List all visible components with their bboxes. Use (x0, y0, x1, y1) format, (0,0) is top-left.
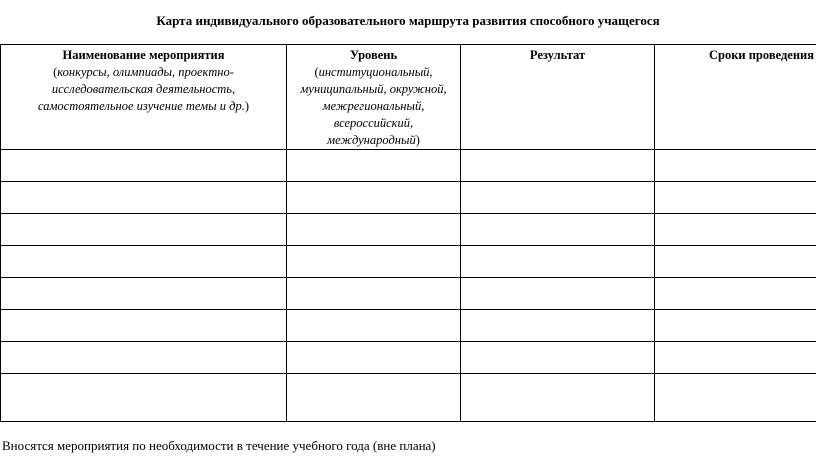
table-cell[interactable] (1, 342, 287, 374)
document-title: Карта индивидуального образовательного маршрута развития способного учащегося (156, 13, 660, 28)
paren-open: ( (53, 65, 58, 79)
route-table (0, 44, 816, 422)
table-cell[interactable] (1, 246, 287, 278)
table-cell[interactable] (655, 374, 816, 422)
table-row (1, 150, 816, 182)
column-header-level (287, 45, 461, 150)
column-title-result: Результат (529, 48, 586, 62)
paren-close: ) (244, 99, 249, 113)
table-row (1, 342, 816, 374)
table-cell[interactable] (287, 278, 461, 310)
table-cell[interactable] (461, 214, 655, 246)
table-cell[interactable] (655, 150, 816, 182)
table-cell[interactable] (287, 246, 461, 278)
table-cell[interactable] (461, 182, 655, 214)
column-title-level: Уровень (349, 48, 398, 62)
table-cell[interactable] (1, 214, 287, 246)
table-cell[interactable] (461, 342, 655, 374)
table-cell[interactable] (287, 374, 461, 422)
header-row (1, 45, 816, 150)
table-cell[interactable] (655, 278, 816, 310)
table-cell[interactable] (655, 246, 816, 278)
table-cell[interactable] (461, 374, 655, 422)
table-row (1, 374, 816, 422)
table-cell[interactable] (655, 214, 816, 246)
table-cell[interactable] (287, 342, 461, 374)
column-header-event (1, 45, 287, 150)
table-cell[interactable] (655, 310, 816, 342)
paren-close: ) (415, 133, 420, 147)
table-cell[interactable] (655, 342, 816, 374)
table-row (1, 310, 816, 342)
table-row (1, 182, 816, 214)
table-cell[interactable] (1, 182, 287, 214)
table-cell[interactable] (287, 310, 461, 342)
table-cell[interactable] (1, 374, 287, 422)
column-subtitle-event: конкурсы, олимпиады, проектно-исследовательская деятельность, самостоятельное изучение темы и др. (37, 65, 245, 113)
table-cell[interactable] (461, 246, 655, 278)
column-header-dates (655, 45, 816, 150)
table-cell[interactable] (461, 150, 655, 182)
table-cell[interactable] (1, 310, 287, 342)
table-cell[interactable] (287, 182, 461, 214)
column-title-event: Наименование мероприятия (62, 48, 225, 62)
table-row (1, 246, 816, 278)
table-cell[interactable] (655, 182, 816, 214)
table-cell[interactable] (461, 310, 655, 342)
column-subtitle-level: институциональный, муниципальный, окружной, межрегиональный, всероссийский, международный (300, 65, 447, 147)
table-cell[interactable] (461, 278, 655, 310)
table-cell[interactable] (1, 278, 287, 310)
footnote: Вносятся мероприятия по необходимости в течение учебного года (вне плана) (2, 438, 436, 453)
column-header-result (461, 45, 655, 150)
column-title-dates: Сроки проведения (708, 48, 814, 62)
table-cell[interactable] (1, 150, 287, 182)
table-row (1, 278, 816, 310)
paren-open: ( (314, 65, 319, 79)
table-row (1, 214, 816, 246)
table-cell[interactable] (287, 214, 461, 246)
table-cell[interactable] (287, 150, 461, 182)
